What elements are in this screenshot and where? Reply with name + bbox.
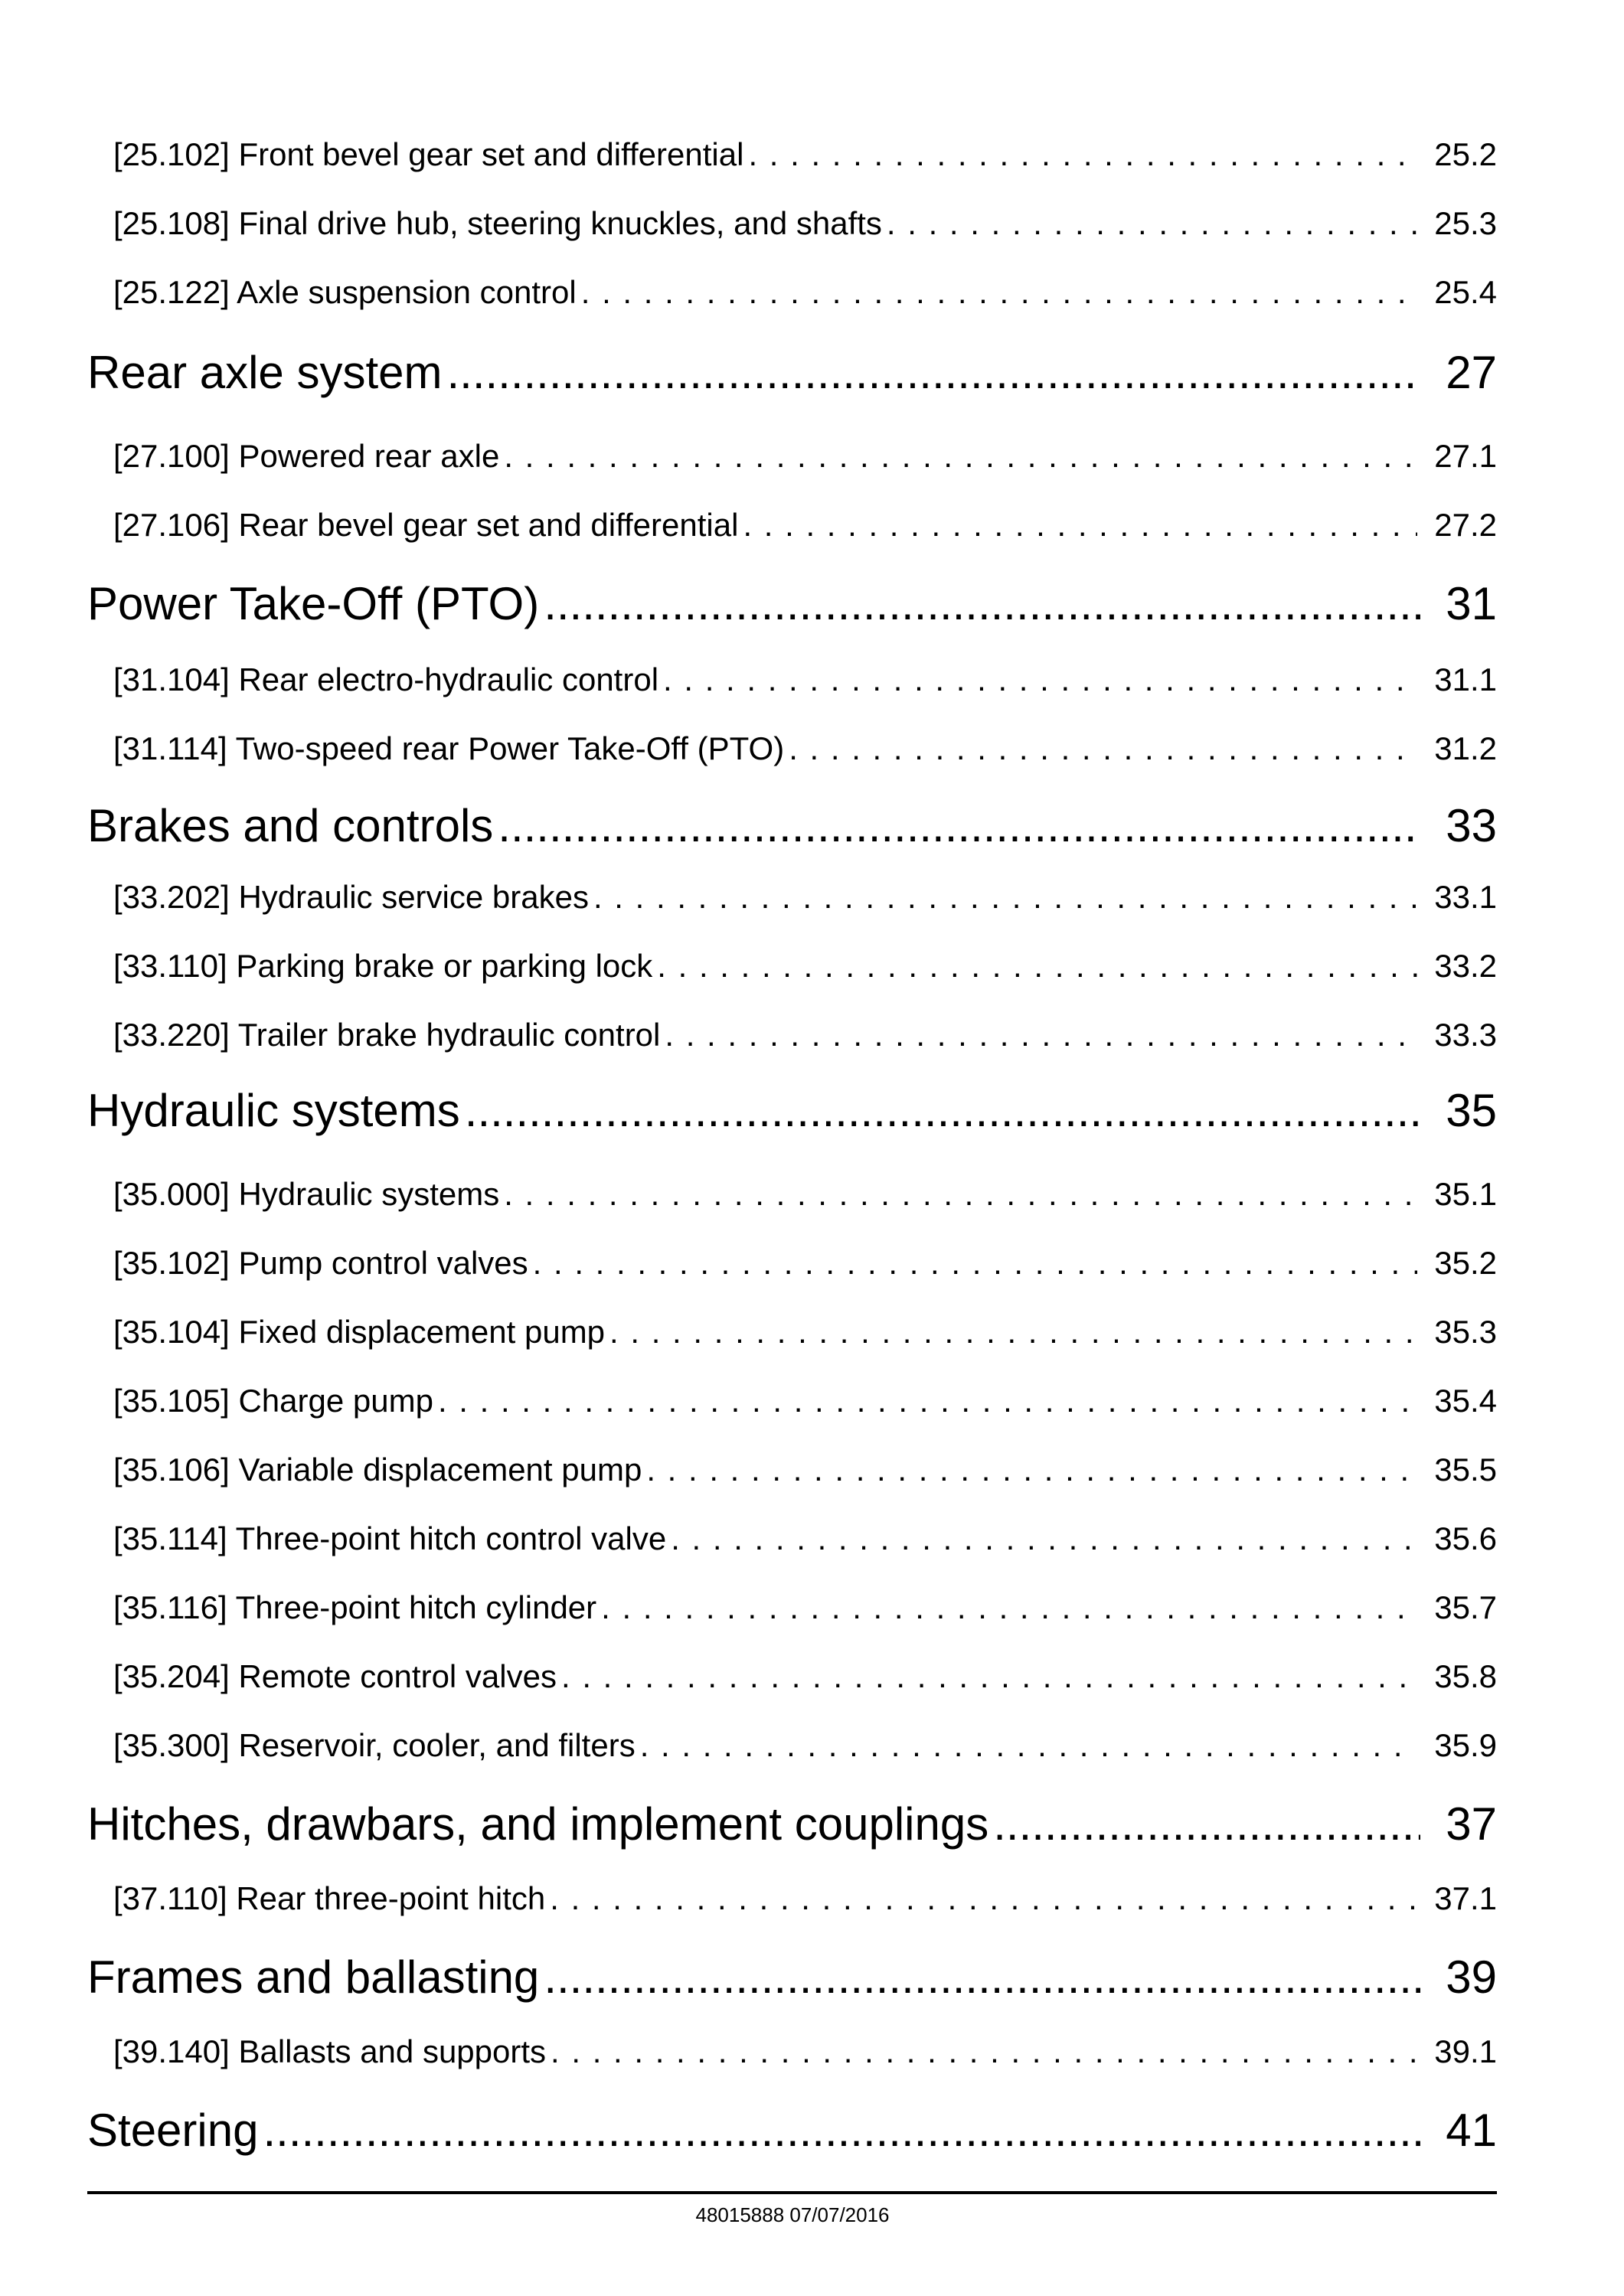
toc-entry-title: [33.110] Parking brake or parking lock bbox=[113, 948, 653, 984]
toc-entry-title: [31.114] Two-speed rear Power Take-Off (PTO) bbox=[113, 730, 785, 766]
toc-entry-row[interactable] bbox=[113, 1727, 1497, 1764]
toc-entry-row[interactable] bbox=[113, 1176, 1497, 1213]
footer-rule bbox=[87, 2191, 1497, 2194]
toc-entry-row[interactable] bbox=[113, 274, 1497, 311]
toc-section-title: Brakes and controls bbox=[87, 800, 494, 851]
toc-entry-title: [35.106] Variable displacement pump bbox=[113, 1452, 642, 1488]
toc-page-number: 35.6 bbox=[1434, 1520, 1497, 1556]
toc-entry-row[interactable] bbox=[113, 1658, 1497, 1695]
toc-entry-row[interactable] bbox=[113, 879, 1497, 916]
toc-section-row[interactable] bbox=[87, 2104, 1497, 2157]
toc-dot-leader bbox=[550, 1880, 1417, 1917]
toc-page-number: 25.4 bbox=[1434, 274, 1497, 310]
toc-entry-row[interactable] bbox=[113, 1314, 1497, 1350]
toc-dot-leader bbox=[593, 879, 1417, 916]
toc-dot-leader bbox=[561, 1658, 1417, 1695]
toc-page-number: 35 bbox=[1446, 1085, 1497, 1136]
toc-entry-title: [35.300] Reservoir, cooler, and filters bbox=[113, 1727, 636, 1763]
toc-section-row[interactable] bbox=[87, 1951, 1497, 2004]
toc-dot-leader bbox=[446, 346, 1420, 399]
toc-entry-title: [27.106] Rear bevel gear set and differential bbox=[113, 507, 739, 543]
toc-entry-title: [35.105] Charge pump bbox=[113, 1383, 433, 1419]
toc-dot-leader bbox=[671, 1520, 1417, 1557]
toc-section-row[interactable] bbox=[87, 577, 1497, 630]
toc-dot-leader bbox=[789, 730, 1417, 767]
toc-entry-row[interactable] bbox=[113, 2033, 1497, 2070]
toc-page-number: 33.3 bbox=[1434, 1017, 1497, 1053]
toc-dot-leader bbox=[581, 274, 1417, 311]
toc-section-title: Rear axle system bbox=[87, 347, 443, 398]
toc-entry-row[interactable] bbox=[113, 136, 1497, 173]
toc-dot-leader bbox=[993, 1798, 1420, 1850]
toc-entry-row[interactable] bbox=[113, 205, 1497, 242]
toc-dot-leader bbox=[663, 661, 1417, 698]
toc-page-number: 27 bbox=[1446, 347, 1497, 398]
toc-entry-title: [35.104] Fixed displacement pump bbox=[113, 1314, 606, 1350]
toc-page-number: 33 bbox=[1446, 800, 1497, 851]
toc-dot-leader bbox=[504, 438, 1417, 475]
toc-dot-leader bbox=[601, 1589, 1417, 1626]
toc-entry-row[interactable] bbox=[113, 1245, 1497, 1282]
toc-entry-row[interactable] bbox=[113, 1452, 1497, 1488]
toc-page-number: 35.9 bbox=[1434, 1727, 1497, 1763]
toc-entry-title: [25.108] Final drive hub, steering knuckles, and shafts bbox=[113, 205, 882, 241]
toc-dot-leader bbox=[544, 1951, 1420, 2004]
toc-entry-row[interactable] bbox=[113, 1880, 1497, 1917]
toc-dot-leader bbox=[438, 1383, 1417, 1419]
toc-dot-leader bbox=[748, 136, 1417, 173]
toc-entry-row[interactable] bbox=[113, 1589, 1497, 1626]
toc-dot-leader bbox=[544, 577, 1420, 630]
toc-entry-title: [37.110] Rear three-point hitch bbox=[113, 1880, 546, 1916]
toc-page-number: 27.2 bbox=[1434, 507, 1497, 543]
toc-dot-leader bbox=[665, 1017, 1417, 1053]
toc-dot-leader bbox=[551, 2033, 1417, 2070]
toc-entry-title: [35.102] Pump control valves bbox=[113, 1245, 528, 1281]
toc-entry-title: [31.104] Rear electro-hydraulic control bbox=[113, 661, 659, 697]
toc-section-row[interactable] bbox=[87, 1798, 1497, 1850]
toc-section-title: Hydraulic systems bbox=[87, 1085, 460, 1136]
toc-page-number: 25.3 bbox=[1434, 205, 1497, 241]
toc-page-number: 25.2 bbox=[1434, 136, 1497, 172]
toc-entry-row[interactable] bbox=[113, 1520, 1497, 1557]
toc-entry-title: [25.102] Front bevel gear set and differential bbox=[113, 136, 744, 172]
toc-page-number: 35.1 bbox=[1434, 1176, 1497, 1212]
toc-entry-title: [33.202] Hydraulic service brakes bbox=[113, 879, 589, 915]
toc-page-number: 31.2 bbox=[1434, 730, 1497, 766]
toc-dot-leader bbox=[504, 1176, 1417, 1213]
toc-entry-title: [35.114] Three-point hitch control valve bbox=[113, 1520, 667, 1556]
toc-entry-row[interactable] bbox=[113, 661, 1497, 698]
toc-entry-row[interactable] bbox=[113, 730, 1497, 767]
toc-dot-leader bbox=[498, 799, 1420, 852]
toc-entry-title: [25.122] Axle suspension control bbox=[113, 274, 577, 310]
toc-page-number: 41 bbox=[1446, 2105, 1497, 2156]
footer-doc-number: 48015888 07/07/2016 bbox=[695, 2203, 890, 2226]
toc-dot-leader bbox=[465, 1084, 1420, 1137]
toc-section-title: Power Take-Off (PTO) bbox=[87, 578, 540, 629]
toc-dot-leader bbox=[743, 507, 1417, 544]
toc-page-number: 35.3 bbox=[1434, 1314, 1497, 1350]
toc-page-number: 37 bbox=[1446, 1798, 1497, 1850]
toc-section-title: Frames and ballasting bbox=[87, 1951, 540, 2003]
toc-dot-leader bbox=[609, 1314, 1417, 1350]
toc-entry-title: [35.116] Three-point hitch cylinder bbox=[113, 1589, 597, 1625]
toc-entry-title: [33.220] Trailer brake hydraulic control bbox=[113, 1017, 661, 1053]
toc-section-row[interactable] bbox=[87, 1084, 1497, 1137]
toc-page-number: 35.2 bbox=[1434, 1245, 1497, 1281]
toc-page-number: 35.5 bbox=[1434, 1452, 1497, 1488]
toc-dot-leader bbox=[657, 948, 1417, 985]
toc-section-row[interactable] bbox=[87, 346, 1497, 399]
toc-entry-row[interactable] bbox=[113, 948, 1497, 985]
toc-dot-leader bbox=[887, 205, 1417, 242]
toc-dot-leader bbox=[640, 1727, 1417, 1764]
toc-entry-title: [35.204] Remote control valves bbox=[113, 1658, 557, 1694]
toc-page-number: 27.1 bbox=[1434, 438, 1497, 474]
toc-page-number: 39.1 bbox=[1434, 2033, 1497, 2069]
toc-entry-row[interactable] bbox=[113, 438, 1497, 475]
toc-entry-title: [39.140] Ballasts and supports bbox=[113, 2033, 547, 2069]
toc-entry-title: [35.000] Hydraulic systems bbox=[113, 1176, 500, 1212]
toc-entry-row[interactable] bbox=[113, 507, 1497, 544]
toc-page-number: 31.1 bbox=[1434, 661, 1497, 697]
toc-entry-row[interactable] bbox=[113, 1383, 1497, 1419]
toc-page-number: 33.1 bbox=[1434, 879, 1497, 915]
toc-entry-title: [27.100] Powered rear axle bbox=[113, 438, 500, 474]
toc-section-row[interactable] bbox=[87, 799, 1497, 852]
toc-dot-leader bbox=[533, 1245, 1417, 1282]
toc-page-number: 33.2 bbox=[1434, 948, 1497, 984]
toc-page-number: 31 bbox=[1446, 578, 1497, 629]
toc-section-title: Steering bbox=[87, 2105, 259, 2156]
toc-page-number: 35.4 bbox=[1434, 1383, 1497, 1419]
toc-entry-row[interactable] bbox=[113, 1017, 1497, 1053]
toc-section-title: Hitches, drawbars, and implement couplings bbox=[87, 1798, 989, 1850]
toc-page-number: 35.7 bbox=[1434, 1589, 1497, 1625]
toc-dot-leader bbox=[263, 2104, 1420, 2157]
toc-page-number: 35.8 bbox=[1434, 1658, 1497, 1694]
toc-page-number: 39 bbox=[1446, 1951, 1497, 2003]
toc-page-number: 37.1 bbox=[1434, 1880, 1497, 1916]
toc-dot-leader bbox=[646, 1452, 1417, 1488]
